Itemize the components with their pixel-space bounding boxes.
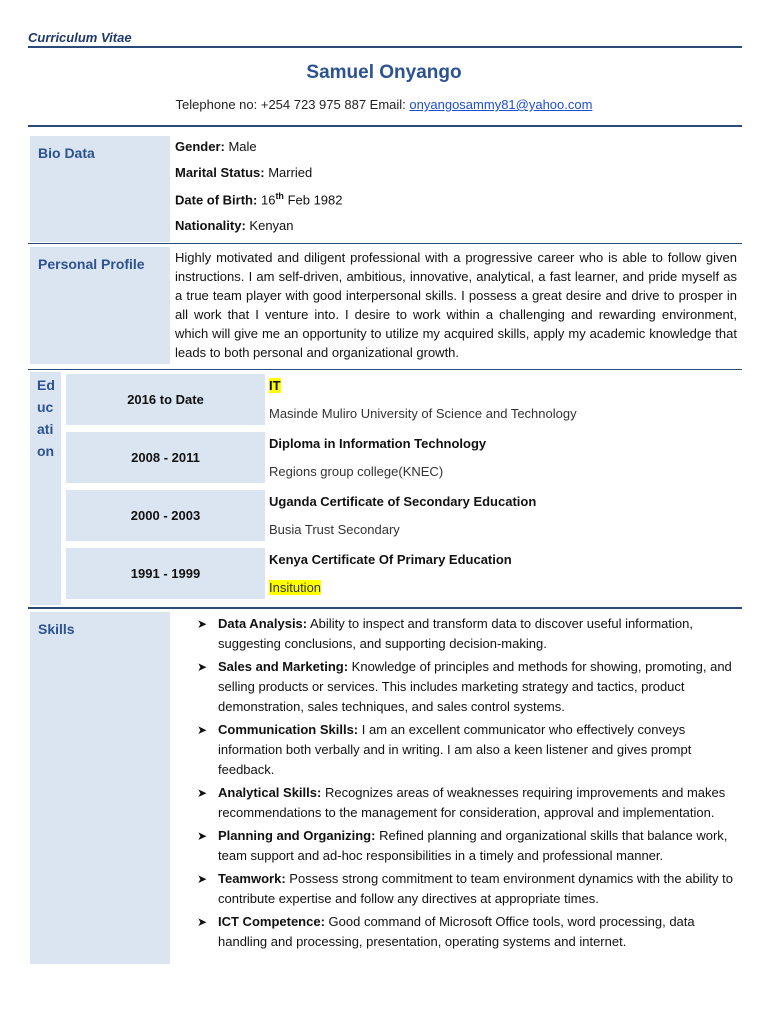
telephone-label: Telephone no: [175,97,258,112]
education-title: Uganda Certificate of Secondary Education [269,494,537,509]
education-divider [28,607,742,609]
arrow-bullet-icon: ➤ [197,617,208,631]
skill-description: Good command of Microsoft Office tools, word processing, data handling and processing, presentation, operating systems and internet. [218,914,695,949]
dob-day: 16 [260,192,276,208]
profile-divider [28,369,742,370]
contact-line [0,97,768,112]
gender-value: Male [228,139,257,154]
contact-divider [28,125,742,127]
nationality-value: Kenyan [249,218,294,233]
education-period: 2016 to Date [66,374,265,425]
dob-suffix: th [275,191,284,201]
skills-heading: Skills [30,612,170,964]
education-institution-text: Insitution [269,580,322,595]
bio-data-heading: Bio Data [30,136,170,242]
date-of-birth-label: Date of Birth: [175,192,258,208]
personal-profile-text: Highly motivated and diligent professional with a progressive career who is able to follow given instructions. I am self-driven, ambitious, innovative, analytical, a fast learner, and pride myself as a true team player with good interpersonal skills. I possess a great desire and drive to prosper in all work that I venture into. I desire to work within a challenging and rewarding environment, which will give me an opportunity to utilize my acquired skills, apply my academic knowledge that leads to both personal and organizational growth. [175,250,737,360]
arrow-bullet-icon: ➤ [197,723,208,737]
gender-field [175,139,257,154]
skills-list [197,614,741,955]
education-heading [30,372,61,605]
education-title [269,378,281,393]
marital-status-label: Marital Status: [175,165,265,180]
education-heading-part: uc [37,399,54,415]
list-item [197,912,741,952]
gender-label: Gender: [175,139,225,154]
telephone-value: +254 723 975 887 [260,97,367,112]
education-period: 2008 - 2011 [66,432,265,483]
marital-status-field [175,165,312,180]
email-label: Email: [369,97,406,112]
education-heading-part: Ed [37,377,55,393]
skill-name: Planning and Organizing: [218,828,376,843]
nationality-field [175,218,294,233]
skill-name: Communication Skills: [218,722,359,737]
list-item [197,657,741,717]
education-period: 1991 - 1999 [66,548,265,599]
education-institution: Busia Trust Secondary [269,522,400,537]
skill-description: I am an excellent communicator who effectively conveys information both verbally and in writing. I am also a keen listener and gives prompt feedback. [218,722,692,777]
arrow-bullet-icon: ➤ [197,660,208,674]
arrow-bullet-icon: ➤ [197,872,208,886]
skill-name: Analytical Skills: [218,785,322,800]
education-title: Kenya Certificate Of Primary Education [269,552,512,567]
skill-description: Refined planning and organizational skills that balance work, team support and ad-hoc responsibilities in a timely and professional manner. [218,828,728,863]
education-heading-part: ati [37,421,54,437]
education-title: Diploma in Information Technology [269,436,487,451]
arrow-bullet-icon: ➤ [197,829,208,843]
arrow-bullet-icon: ➤ [197,786,208,800]
skill-name: Teamwork: [218,871,286,886]
education-institution [269,580,321,595]
skill-description: Possess strong commitment to team environment dynamics with the ability to contribute expertise and follow any directives at appropriate times. [218,871,733,906]
education-title-text: IT [269,378,281,393]
candidate-name: Samuel Onyango [306,62,462,83]
list-item [197,869,741,909]
marital-status-value: Married [268,165,313,180]
header-divider [28,46,742,48]
education-institution: Masinde Muliro University of Science and Technology [269,406,577,421]
skill-name: ICT Competence: [218,914,325,929]
list-item [197,783,741,823]
skill-description: Recognizes areas of weaknesses requiring improvements and makes recommendations to the management for consideration, approval and implementation. [218,785,726,820]
document-type-label: Curriculum Vitae [28,30,132,45]
arrow-bullet-icon: ➤ [197,915,208,929]
list-item [197,614,741,654]
list-item [197,720,741,780]
dob-month-year: Feb 1982 [287,192,343,208]
education-institution: Regions group college(KNEC) [269,464,444,479]
skill-name: Sales and Marketing: [218,659,349,674]
nationality-label: Nationality: [175,218,246,233]
list-item [197,826,741,866]
bio-divider [28,243,742,244]
education-heading-part: on [37,443,55,459]
skill-name: Data Analysis: [218,616,308,631]
skill-description: Knowledge of principles and methods for showing, promoting, and selling products or services. This includes marketing strategy and tactics, product demonstration, sales techniques, and sales control systems. [218,659,732,714]
education-period: 2000 - 2003 [66,490,265,541]
skill-description: Ability to inspect and transform data to discover useful information, suggesting conclusions, and supporting decision-making. [218,616,693,651]
personal-profile-heading: Personal Profile [30,247,170,364]
date-of-birth-field [175,191,343,207]
email-link[interactable]: onyangosammy81@yahoo.com [409,97,593,112]
